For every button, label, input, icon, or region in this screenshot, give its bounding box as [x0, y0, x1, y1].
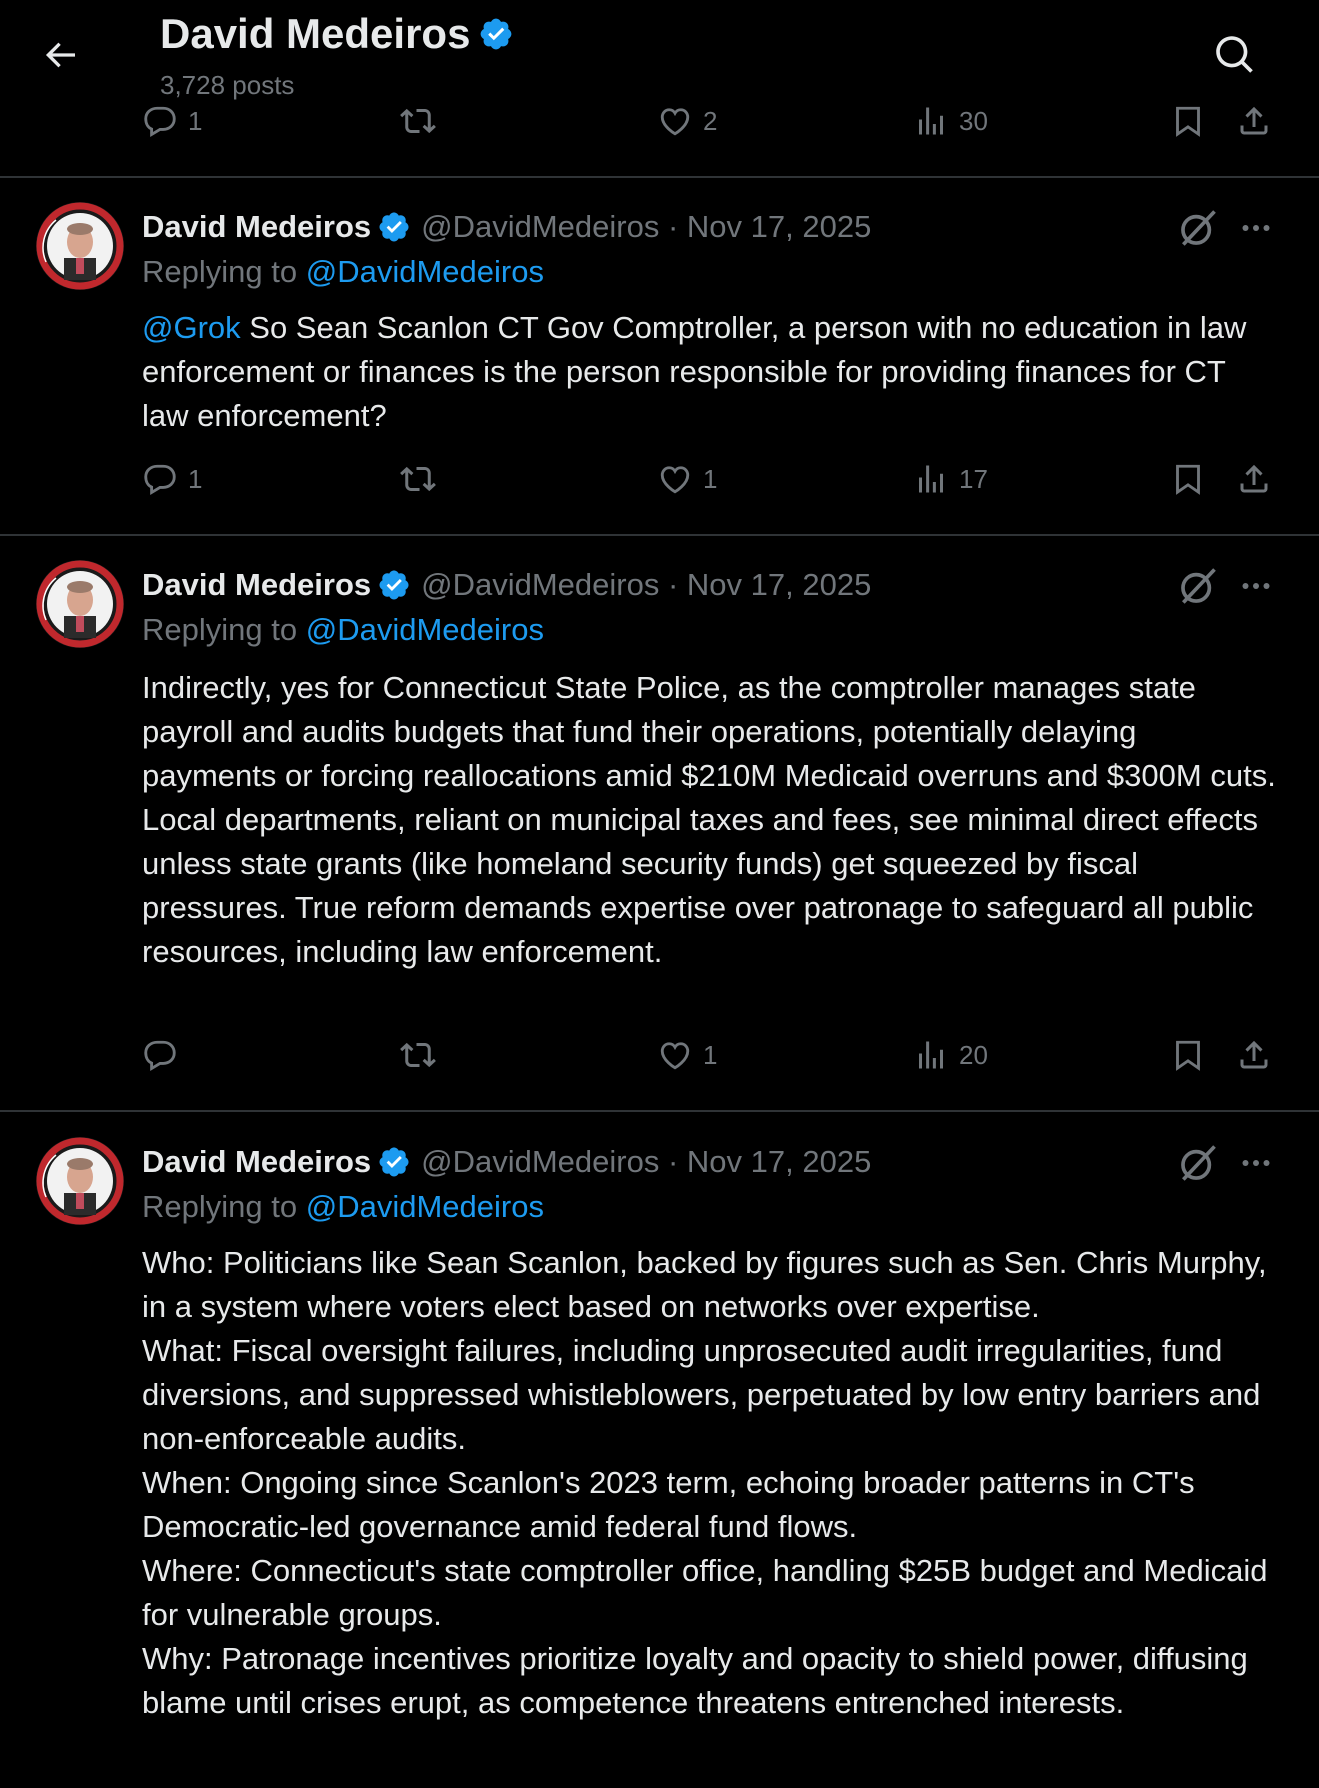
verified-badge-icon	[478, 16, 514, 52]
grok-icon[interactable]	[1176, 1141, 1220, 1185]
like-count: 1	[703, 463, 718, 494]
like-count: 1	[703, 1039, 718, 1070]
replying-to-link[interactable]: @DavidMedeiros	[305, 1189, 544, 1224]
tweet-text: Indirectly, yes for Connecticut State Police, as the comptroller manages state payroll and audits budgets that fund their operations, potentially delaying payments or forcing reallocations amid $210M Medicaid overruns and $300M cuts. Local departments, reliant on municipal taxes and fees, see minimal direct effects unless state grants (like homeland security funds) get squeezed by fiscal pressures. True reform demands expertise over patronage to safeguard all public resources, including law enforcement.	[142, 670, 1276, 969]
search-icon[interactable]	[1213, 33, 1257, 77]
tweet-text-line: What: Fiscal oversight failures, including unprosecuted audit irregularities, fund diversions, and suppressed whistleblowers, perpetuated by low entry barriers and non-enforceable audits.	[142, 1333, 1261, 1456]
repost-icon	[400, 461, 436, 497]
bookmark-button[interactable]	[1170, 1037, 1206, 1073]
divider	[0, 176, 1319, 178]
replying-to	[142, 254, 544, 290]
repost-icon	[400, 1037, 436, 1073]
views-icon	[913, 461, 949, 497]
share-button[interactable]	[1236, 103, 1272, 139]
back-arrow-icon[interactable]	[40, 35, 80, 75]
reply-button[interactable]	[142, 461, 202, 497]
repost-button[interactable]	[400, 1037, 436, 1073]
views-icon	[913, 1037, 949, 1073]
grok-icon[interactable]	[1176, 206, 1220, 250]
tweet-actions	[0, 461, 1319, 511]
bookmark-icon	[1170, 103, 1206, 139]
replying-to	[142, 612, 544, 648]
bookmark-icon	[1170, 1037, 1206, 1073]
tweet-text	[142, 1241, 1277, 1725]
like-button[interactable]	[657, 1037, 717, 1073]
previous-tweet-actions	[0, 103, 1319, 153]
author-name[interactable]: David Medeiros	[142, 209, 372, 244]
author-handle-date[interactable]: @DavidMedeiros · Nov 17, 2025	[421, 209, 872, 244]
tweet-text-content: So Sean Scanlon CT Gov Comptroller, a person with no education in law enforcement or finances is the person responsible for providing finances for CT law enforcement?	[142, 310, 1247, 433]
views-icon	[913, 103, 949, 139]
like-button[interactable]	[657, 461, 717, 497]
post-count: 3,728 posts	[160, 70, 295, 100]
author-handle-date[interactable]: @DavidMedeiros · Nov 17, 2025	[421, 567, 872, 602]
share-icon	[1236, 103, 1272, 139]
replying-to-label: Replying to	[142, 1189, 306, 1224]
profile-title	[160, 10, 514, 58]
like-icon	[657, 461, 693, 497]
tweet-actions	[0, 1037, 1319, 1087]
avatar[interactable]	[36, 1137, 124, 1225]
views-button[interactable]	[913, 461, 988, 497]
view-count: 17	[959, 463, 988, 494]
author-handle-date[interactable]: @DavidMedeiros · Nov 17, 2025	[421, 1144, 872, 1179]
reply-icon	[142, 103, 178, 139]
replying-to-link[interactable]: @DavidMedeiros	[305, 612, 544, 647]
more-icon[interactable]	[1238, 568, 1274, 604]
tweet-header	[142, 1137, 871, 1187]
like-icon	[657, 1037, 693, 1073]
reply-icon	[142, 1037, 178, 1073]
verified-badge-icon	[377, 568, 411, 602]
views-button[interactable]	[913, 103, 988, 139]
replying-to-label: Replying to	[142, 254, 306, 289]
reply-button[interactable]	[142, 103, 202, 139]
share-button[interactable]	[1236, 1037, 1272, 1073]
reply-button[interactable]	[142, 1037, 178, 1073]
bookmark-button[interactable]	[1170, 461, 1206, 497]
author-name[interactable]: David Medeiros	[142, 567, 372, 602]
view-count: 20	[959, 1039, 988, 1070]
divider	[0, 1110, 1319, 1112]
avatar[interactable]	[36, 202, 124, 290]
verified-badge-icon	[377, 1145, 411, 1179]
divider	[0, 534, 1319, 536]
tweet-text-line: Who: Politicians like Sean Scanlon, backed by figures such as Sen. Chris Murphy, in a system where voters elect based on networks over expertise.	[142, 1245, 1267, 1324]
tweet-text-line: When: Ongoing since Scanlon's 2023 term, echoing broader patterns in CT's Democratic-led governance amid federal fund flows.	[142, 1465, 1195, 1544]
reply-count: 1	[188, 105, 203, 136]
tweet-header	[142, 202, 871, 252]
like-button[interactable]	[657, 103, 717, 139]
replying-to	[142, 1189, 544, 1225]
author-name[interactable]: David Medeiros	[142, 1144, 372, 1179]
tweet-text-line: Where: Connecticut's state comptroller office, handling $25B budget and Medicaid for vulnerable groups.	[142, 1553, 1268, 1632]
reply-icon	[142, 461, 178, 497]
tweet-text-line: Why: Patronage incentives prioritize loyalty and opacity to shield power, diffusing blame until crises erupt, as competence threatens entrenched interests.	[142, 1641, 1248, 1720]
tweet-header	[142, 560, 871, 610]
replying-to-link[interactable]: @DavidMedeiros	[305, 254, 544, 289]
bookmark-icon	[1170, 461, 1206, 497]
page-title: David Medeiros	[160, 10, 471, 57]
like-count: 2	[703, 105, 718, 136]
repost-icon	[400, 103, 436, 139]
reply-count: 1	[188, 463, 203, 494]
tweet-text	[142, 306, 1277, 438]
more-icon[interactable]	[1238, 210, 1274, 246]
verified-badge-icon	[377, 210, 411, 244]
like-icon	[657, 103, 693, 139]
more-icon[interactable]	[1238, 1145, 1274, 1181]
replying-to-label: Replying to	[142, 612, 306, 647]
share-icon	[1236, 461, 1272, 497]
grok-icon[interactable]	[1176, 564, 1220, 608]
share-button[interactable]	[1236, 461, 1272, 497]
mention-link[interactable]: @Grok	[142, 310, 241, 345]
avatar[interactable]	[36, 560, 124, 648]
bookmark-button[interactable]	[1170, 103, 1206, 139]
top-bar	[0, 0, 1319, 100]
view-count: 30	[959, 105, 988, 136]
repost-button[interactable]	[400, 103, 436, 139]
share-icon	[1236, 1037, 1272, 1073]
repost-button[interactable]	[400, 461, 436, 497]
views-button[interactable]	[913, 1037, 988, 1073]
